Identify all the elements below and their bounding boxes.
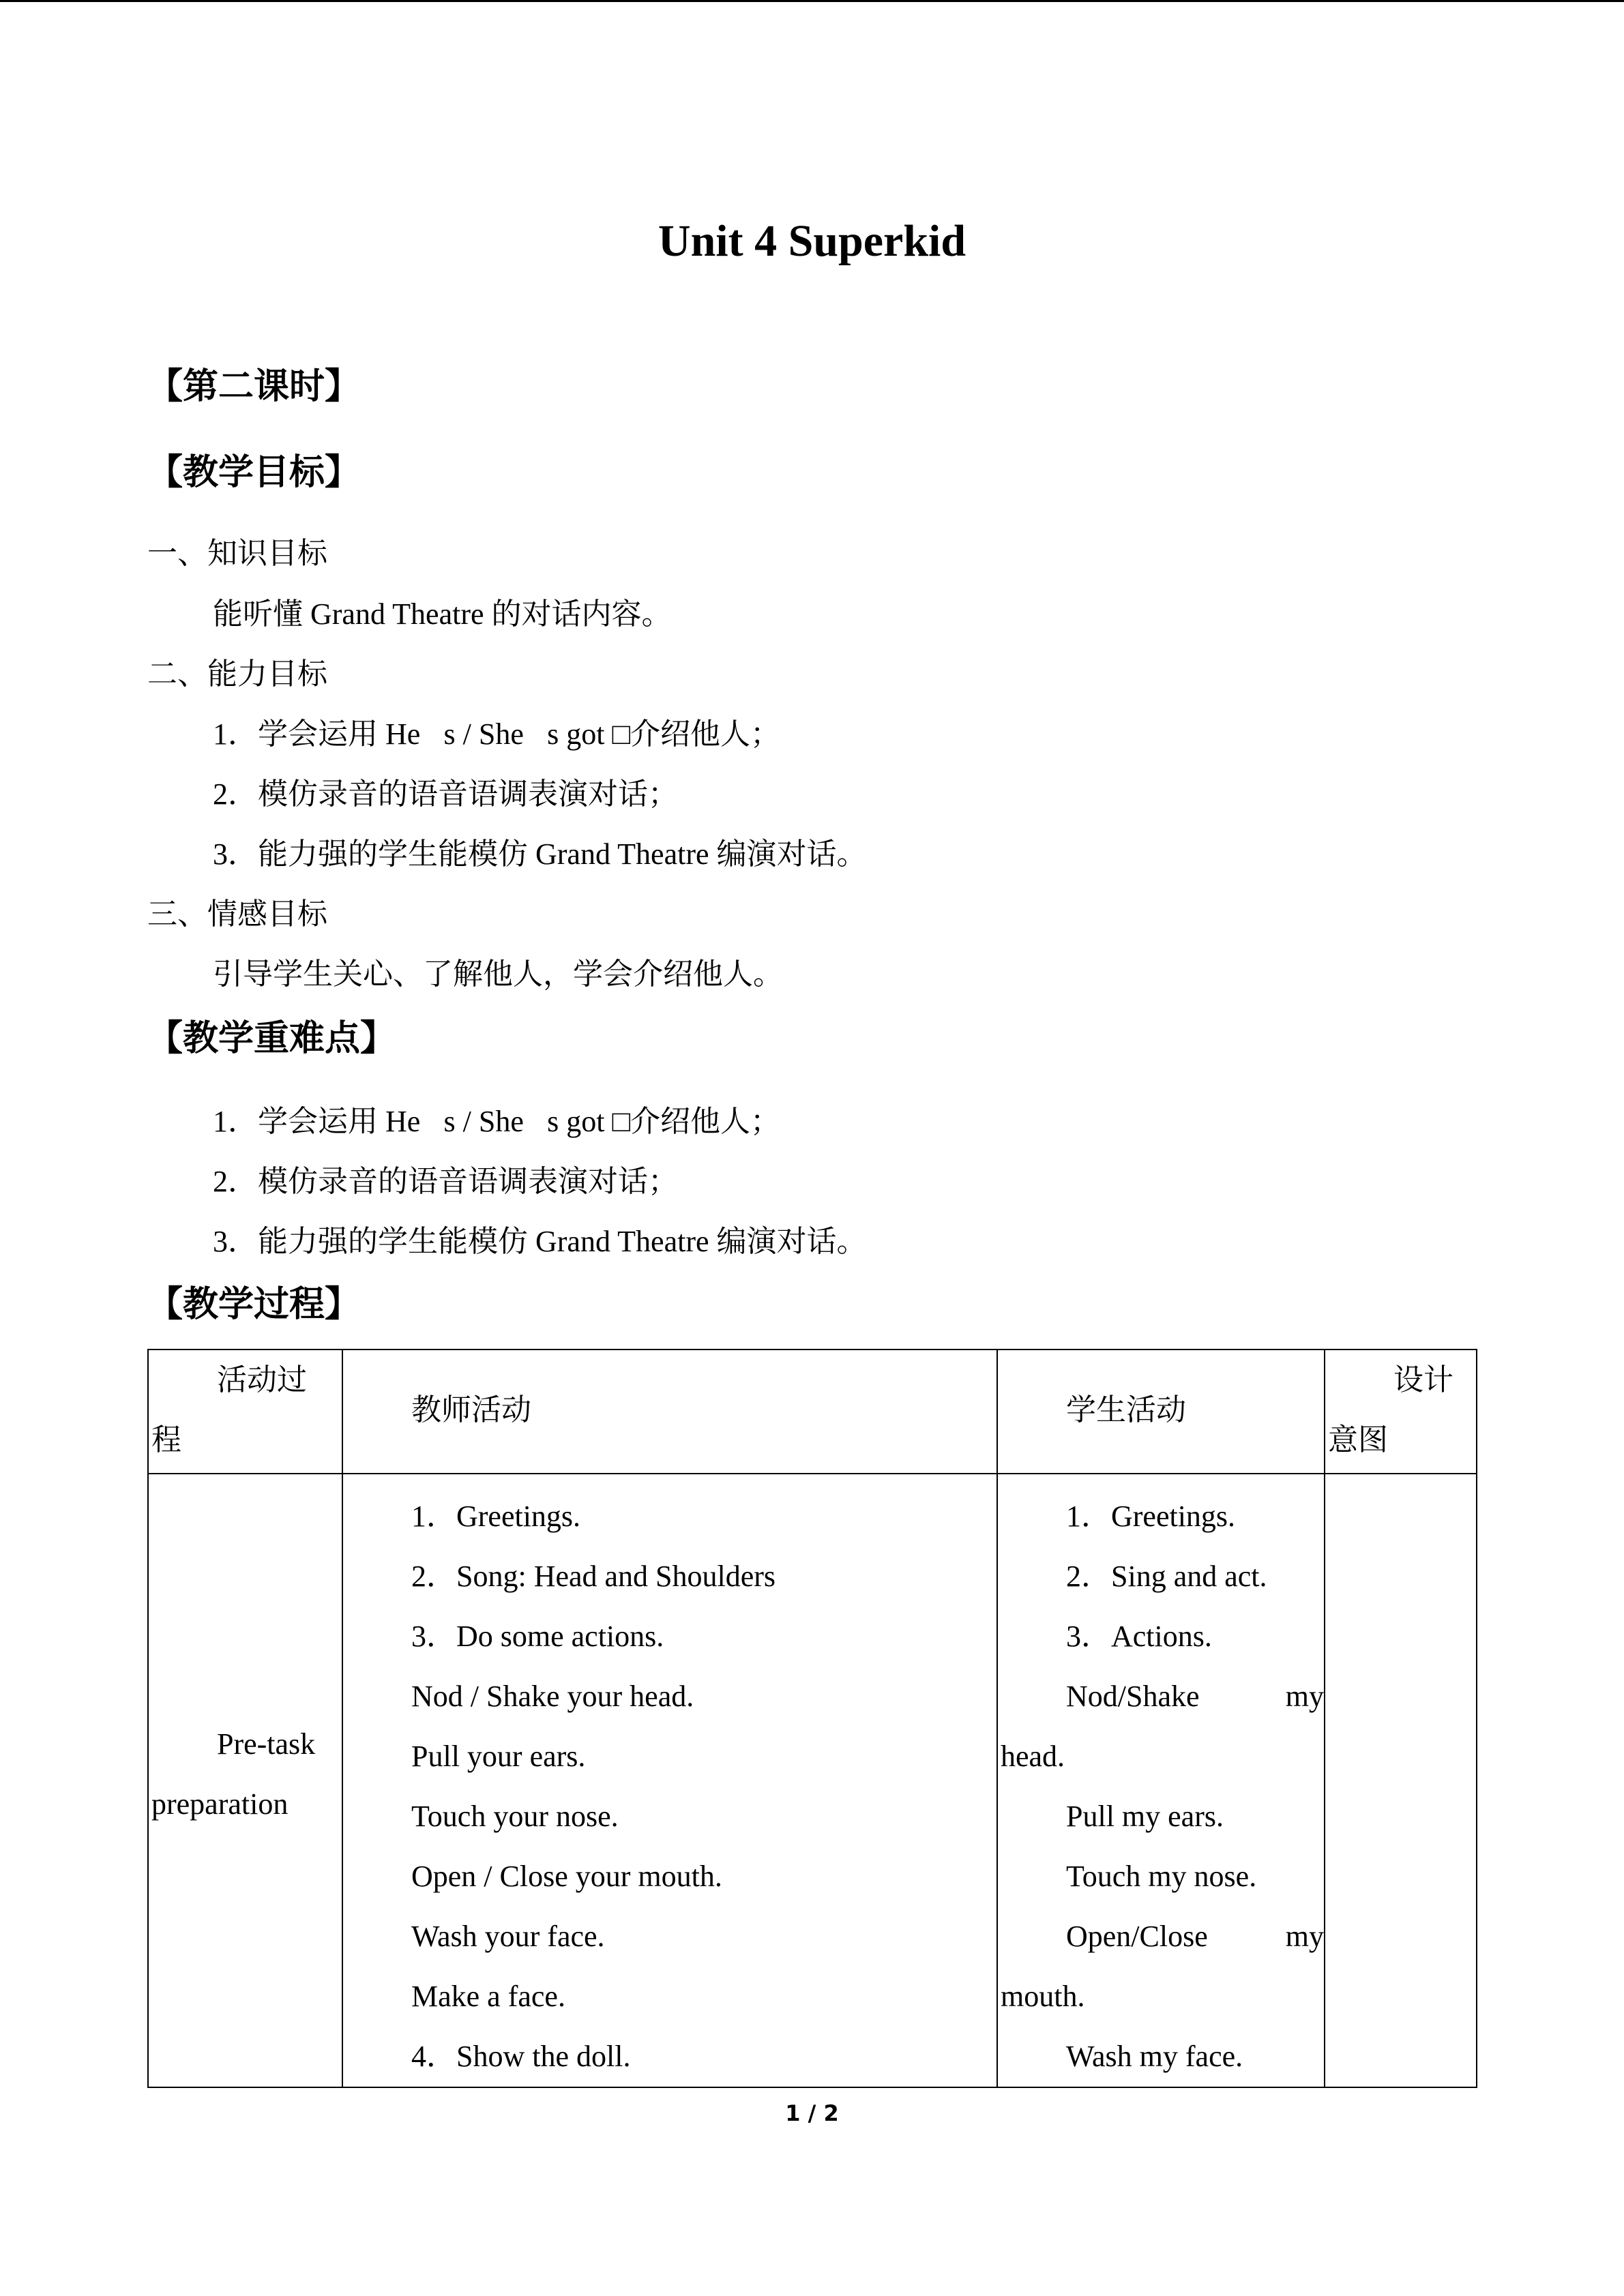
knowledge-item: 能听懂 Grand Theatre 的对话内容。 — [213, 597, 672, 631]
process-table — [147, 1349, 1477, 2088]
student-activity-line: head. — [1001, 1740, 1065, 1773]
teacher-activity-line: 2．Song: Head and Shoulders — [411, 1560, 776, 1593]
process-heading: 【教学过程】 — [147, 1285, 361, 1324]
header-student — [997, 1350, 1325, 1474]
header-stage-line: 程 — [151, 1423, 181, 1457]
header-stage — [148, 1350, 342, 1474]
header-stage-line: 活动过 — [217, 1363, 307, 1397]
stage-line: Pre-task — [217, 1727, 316, 1761]
knowledge-label: 一、知识目标 — [147, 537, 327, 570]
header-student-label: 学生活动 — [1066, 1393, 1186, 1427]
student-activity-line: Pull my ears. — [1066, 1800, 1224, 1833]
header-design — [1325, 1350, 1477, 1474]
teacher-activity-line: Touch your nose. — [411, 1800, 619, 1833]
ability-item: 2．模仿录音的语音语调表演对话； — [213, 777, 678, 811]
teacher-activity-line: Open / Close your mouth. — [411, 1860, 722, 1893]
header-design-line: 意图 — [1328, 1423, 1388, 1457]
teacher-activity-line: 3．Do some actions. — [411, 1620, 664, 1653]
lesson-label: 【第二课时】 — [147, 368, 361, 406]
teacher-activity-line: Nod / Shake your head. — [411, 1680, 694, 1713]
ability-item: 1．学会运用 He s / She s got □介绍他人； — [213, 717, 781, 751]
student-activity-line: Wash my face. — [1066, 2040, 1243, 2073]
header-teacher-label: 教师活动 — [411, 1393, 531, 1427]
key-points-heading: 【教学重难点】 — [147, 1019, 396, 1058]
ability-label: 二、能力目标 — [147, 657, 327, 691]
page-number: 1 / 2 — [785, 2100, 839, 2126]
top-border — [0, 0, 1624, 2]
table-header-row — [148, 1350, 1477, 1474]
header-teacher — [342, 1350, 997, 1474]
student-activity-line: 1．Greetings. — [1066, 1500, 1236, 1533]
student-activity-line — [1001, 1667, 1324, 1727]
student-activity-line: 3．Actions. — [1066, 1620, 1212, 1653]
student-activity-word: my — [1285, 1920, 1324, 1953]
student-activity-line: 2．Sing and act. — [1066, 1560, 1267, 1593]
objectives-heading: 【教学目标】 — [147, 453, 361, 492]
key-point-item: 2．模仿录音的语音语调表演对话； — [213, 1165, 678, 1198]
teacher-activity-line: Wash your face. — [411, 1920, 605, 1953]
teacher-activity-line: 1．Greetings. — [411, 1500, 581, 1533]
emotion-item: 引导学生关心、了解他人，学会介绍他人。 — [213, 957, 783, 991]
student-activity-word: Nod/Shake — [1066, 1680, 1200, 1713]
header-design-line: 设计 — [1393, 1363, 1453, 1397]
key-point-item: 1．学会运用 He s / She s got □介绍他人； — [213, 1105, 781, 1138]
key-point-item: 3．能力强的学生能模仿 Grand Theatre 编演对话。 — [213, 1225, 867, 1258]
stage-line: preparation — [151, 1787, 289, 1821]
table-row — [148, 1474, 1477, 2087]
student-activity-word: my — [1285, 1680, 1324, 1713]
student-activity-line — [1001, 1907, 1324, 1967]
design-intent-text — [1325, 1474, 1476, 1487]
emotion-label: 三、情感目标 — [147, 897, 327, 931]
student-activity-word: Open/Close — [1066, 1920, 1208, 1953]
ability-item: 3．能力强的学生能模仿 Grand Theatre 编演对话。 — [213, 837, 867, 871]
page-title: Unit 4 Superkid — [658, 216, 966, 266]
student-activity-line: Touch my nose. — [1066, 1860, 1257, 1893]
stage-cell — [148, 1474, 342, 2087]
student-activity-cell — [997, 1474, 1325, 2087]
teacher-activity-cell — [342, 1474, 997, 2087]
student-activity-line: mouth. — [1001, 1980, 1085, 2013]
teacher-activity-line: Make a face. — [411, 1980, 565, 2013]
teacher-activity-line: 4．Show the doll. — [411, 2040, 631, 2073]
teacher-activity-line: Pull your ears. — [411, 1740, 586, 1773]
design-intent-cell — [1325, 1474, 1477, 2087]
